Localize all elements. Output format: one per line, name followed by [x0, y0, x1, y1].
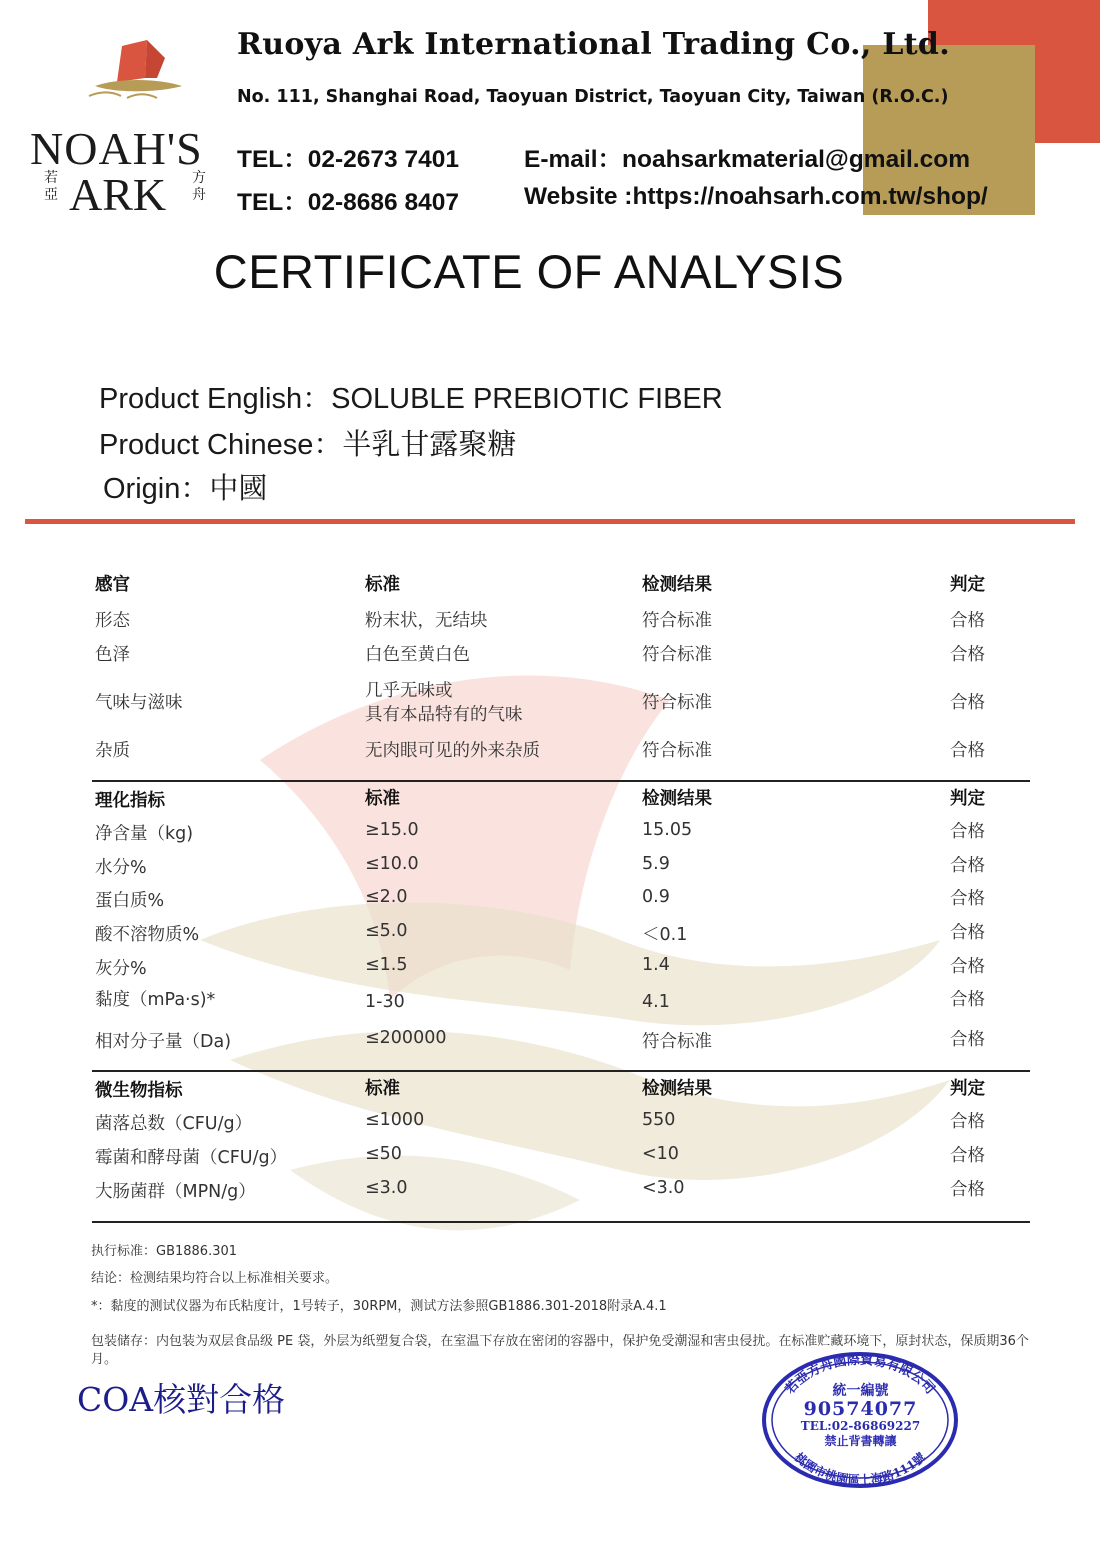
result-cell: <10: [642, 1144, 679, 1164]
column-header: 检测结果: [642, 575, 712, 595]
table-divider: [92, 780, 1030, 782]
standard-note: 执行标准：GB1886.301: [91, 1244, 238, 1259]
table-row: [0, 737, 1100, 767]
result-cell: 15.05: [642, 820, 693, 840]
item-cell: 黏度（mPa·s)*: [95, 990, 216, 1010]
column-header: 判定: [950, 789, 985, 809]
standard-cell: ≤2.0: [365, 887, 408, 907]
verdict-cell: 合格: [950, 611, 985, 631]
product-origin: Origin：中國: [103, 473, 268, 505]
item-cell: 形态: [95, 611, 130, 631]
verdict-cell: 合格: [950, 645, 985, 665]
standard-cell: ≤5.0: [365, 921, 408, 941]
standard-cell-line-2: 具有本品特有的气味: [365, 705, 523, 725]
website-url: Website :https://noahsarh.com.tw/shop/: [524, 183, 988, 210]
table-row: [0, 607, 1100, 637]
item-cell: 净含量（kg): [95, 824, 194, 844]
logo-cjk-left: 若亞: [44, 170, 58, 203]
column-header: 感官: [95, 575, 130, 595]
standard-cell: 粉末状，无结块: [365, 611, 488, 631]
ship-sail-icon: [87, 38, 187, 108]
stamp-center-text: [778, 1384, 943, 1449]
standard-cell: 白色至黄白色: [365, 645, 470, 665]
sensory-header-row: [0, 571, 1100, 601]
result-cell: <3.0: [642, 1178, 685, 1198]
document-title: CERTIFICATE OF ANALYSIS: [213, 245, 845, 298]
table-divider: [92, 1070, 1030, 1072]
table-row: [0, 887, 1100, 917]
product-english: Product English：SOLUBLE PREBIOTIC FIBER: [99, 383, 723, 415]
conclusion-note: 结论：检测结果均符合以上标准相关要求。: [91, 1271, 339, 1286]
verdict-cell: 合格: [950, 889, 985, 909]
stamp-tel: TEL:02-86869227: [800, 1419, 921, 1433]
column-header: 理化指标: [95, 791, 165, 811]
item-cell: 灰分%: [95, 959, 147, 979]
physchem-header-row: [0, 787, 1100, 817]
item-cell: 色泽: [95, 645, 130, 665]
result-cell: 550: [642, 1110, 676, 1130]
verdict-cell: 合格: [950, 856, 985, 876]
standard-cell: ≥15.0: [365, 820, 419, 840]
table-row: [0, 1110, 1100, 1140]
column-header: 标准: [365, 789, 400, 809]
item-cell: 蛋白质%: [95, 891, 165, 911]
phone-2: TEL：02-8686 8407: [237, 189, 459, 216]
verdict-cell: 合格: [950, 822, 985, 842]
column-header: 微生物指标: [95, 1081, 183, 1101]
phone-1: TEL：02-2673 7401: [237, 146, 459, 173]
section-divider: [25, 519, 1075, 524]
column-header: 标准: [365, 575, 400, 595]
company-logo: [25, 38, 225, 218]
table-row: [0, 854, 1100, 884]
column-header: 检测结果: [642, 789, 712, 809]
approval-text: COA核對合格: [77, 1380, 286, 1419]
standard-cell: 1-30: [365, 992, 405, 1012]
item-cell: 相对分子量（Da): [95, 1032, 232, 1052]
company-address: No. 111, Shanghai Road, Taoyuan District, Taoyuan City, Taiwan (R.O.C.): [237, 87, 949, 107]
result-cell: 1.4: [642, 955, 670, 975]
table-row: [0, 681, 1100, 725]
logo-wordmark-bottom: ARK: [69, 169, 167, 220]
stamp-ring-text: 若亞方舟國際貿易有限公司: [782, 1352, 938, 1398]
table-row: [0, 641, 1100, 671]
standard-cell: ≤200000: [365, 1028, 447, 1048]
result-cell: ＜0.1: [642, 925, 688, 945]
table-row: [0, 1028, 1100, 1058]
verdict-cell: 合格: [950, 693, 985, 713]
column-header: 判定: [950, 575, 985, 595]
table-row: [0, 955, 1100, 985]
verdict-cell: 合格: [950, 1146, 985, 1166]
standard-cell: ≤1.5: [365, 955, 408, 975]
result-cell: 符合标准: [642, 1032, 712, 1052]
viscosity-note: *：黏度的测试仪器为布氏粘度计，1号转子，30RPM，测试方法参照GB1886.301-2018附录A.4.1: [91, 1299, 667, 1314]
standard-cell: 几乎无味或: [365, 681, 453, 701]
result-cell: 0.9: [642, 887, 670, 907]
table-row: [0, 921, 1100, 951]
standard-cell: ≤3.0: [365, 1178, 408, 1198]
product-chinese: Product Chinese：半乳甘露聚糖: [99, 429, 517, 461]
item-cell: 酸不溶物质%: [95, 925, 200, 945]
stamp-address-text: 桃園市桃園區上海路111號: [791, 1450, 929, 1488]
table-row: [0, 986, 1100, 1016]
verdict-cell: 合格: [950, 990, 985, 1010]
standard-cell: ≤10.0: [365, 854, 419, 874]
verdict-cell: 合格: [950, 923, 985, 943]
storage-note: 包装储存：内包装为双层食品级 PE 袋，外层为纸塑复合袋，在室温下存放在密闭的容器中，保护免受潮湿和害虫侵扰。在标准贮藏环境下，原封状态，保质期36个月。: [91, 1334, 1029, 1367]
item-cell: 气味与滋味: [95, 693, 183, 713]
verdict-cell: 合格: [950, 957, 985, 977]
standard-cell: ≤1000: [365, 1110, 425, 1130]
standard-cell: 无肉眼可见的外来杂质: [365, 741, 540, 761]
table-row: [0, 1178, 1100, 1208]
column-header: 检测结果: [642, 1079, 712, 1099]
column-header: 判定: [950, 1079, 985, 1099]
result-cell: 5.9: [642, 854, 670, 874]
verdict-cell: 合格: [950, 1030, 985, 1050]
micro-header-row: [0, 1077, 1100, 1107]
item-cell: 菌落总数（CFU/g）: [95, 1114, 253, 1134]
result-cell: 符合标准: [642, 645, 712, 665]
table-divider: [92, 1221, 1030, 1223]
verdict-cell: 合格: [950, 1180, 985, 1200]
verdict-cell: 合格: [950, 741, 985, 761]
item-cell: 杂质: [95, 741, 130, 761]
stamp-notice: 禁止背書轉讓: [824, 1434, 897, 1448]
result-cell: 符合标准: [642, 741, 712, 761]
logo-cjk-right: 方舟: [192, 170, 206, 203]
stamp-label: 統一編號: [832, 1383, 889, 1399]
result-cell: 符合标准: [642, 611, 712, 631]
company-name: Ruoya Ark International Trading Co., Ltd.: [237, 27, 950, 62]
result-cell: 4.1: [642, 992, 670, 1012]
stamp-number: 90574077: [803, 1398, 918, 1420]
result-cell: 符合标准: [642, 693, 712, 713]
standard-cell: ≤50: [365, 1144, 402, 1164]
verdict-cell: 合格: [950, 1112, 985, 1132]
table-row: [0, 820, 1100, 850]
item-cell: 大肠菌群（MPN/g）: [95, 1182, 256, 1202]
email-address: E-mail：noahsarkmaterial@gmail.com: [524, 146, 970, 173]
column-header: 标准: [365, 1079, 400, 1099]
table-row: [0, 1144, 1100, 1174]
item-cell: 霉菌和酵母菌（CFU/g）: [95, 1148, 288, 1168]
item-cell: 水分%: [95, 858, 147, 878]
logo-wordmark-top: NOAH'S: [30, 123, 203, 174]
